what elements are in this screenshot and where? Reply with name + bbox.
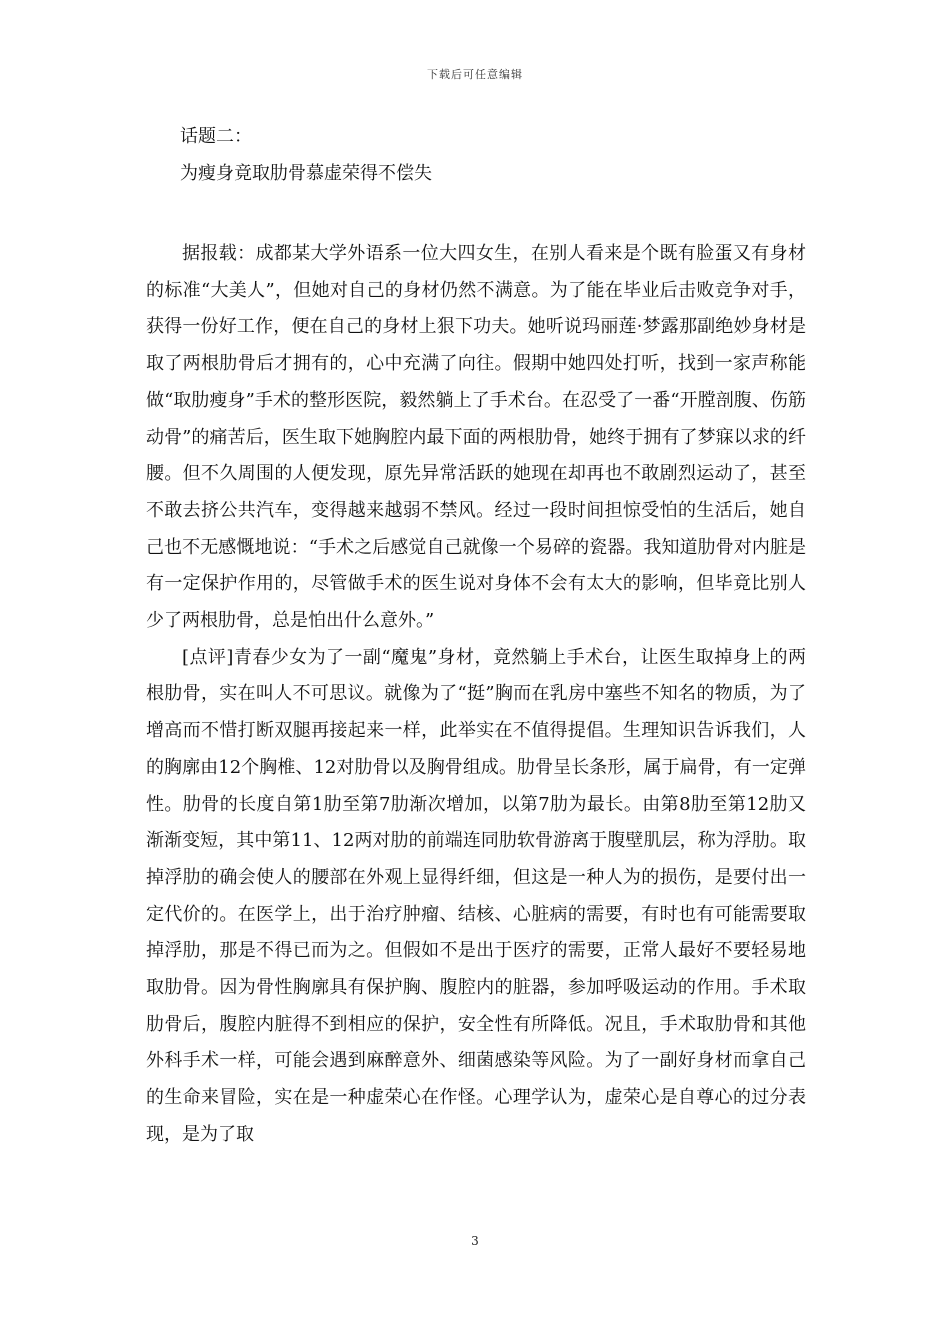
topic-label: 话题二： xyxy=(180,126,252,147)
commentary-paragraph: [点评]青春少女为了一副“魔鬼”身材，竟然躺上手术台，让医生取掉身上的两根肋骨，实在叫人不可思议。就像为了“挺”胸而在乳房中塞些不知名的物质，为了增高而不惜打断双腿再接起来一样，此举实在不值得提倡。生理知识告诉我们，人的胸廓由12个胸椎、12对肋骨以及胸骨组成。肋骨呈长条形，属于扁骨，有一定弹性。肋骨的长度自第1肋至第7肋渐次增加，以第7肋为最长。由第8肋至第12肋又渐渐变短，其中第11、12两对肋的前端连同肋软骨游离于腹壁肌层，称为浮肋。取掉浮肋的确会使人的腰部在外观上显得纤细，但这是一种人为的损伤，是要付出一定代价的。在医学上，出于治疗肿瘤、结核、心脏病的需要，有时也有可能需要取掉浮肋，那是不得已而为之。但假如不是出于医疗的需要，正常人最好不要轻易地取肋骨。因为骨性胸廓具有保护胸、腹腔内的脏器，参加呼吸运动的作用。手术取肋骨后，腹腔内脏得不到相应的保护，安全性有所降低。况且，手术取肋骨和其他外科手术一样，可能会遇到麻醉意外、细菌感染等风险。为了一副好身材而拿自己的生命来冒险，实在是一种虚荣心在作怪。心理学认为，虚荣心是自尊心的过分表现，是为了取 xyxy=(146,646,806,1145)
page-number: 3 xyxy=(471,1234,479,1248)
news-paragraph: 据报载：成都某大学外语系一位大四女生，在别人看来是个既有脸蛋又有身材的标准“大美人”，但她对自己的身材仍然不满意。为了能在毕业后击败竞争对手，获得一份好工作，便在自己的身材上狠下功夫。她听说玛丽莲·梦露那副绝妙身材是取了两根肋骨后才拥有的，心中充满了向往。假期中她四处打听，找到一家声称能做“取肋瘦身”手术的整形医院，毅然躺上了手术台。在忍受了一番“开膛剖腹、伤筋动骨”的痛苦后，医生取下她胸腔内最下面的两根肋骨，她终于拥有了梦寐以求的纤腰。但不久周围的人便发现，原先异常活跃的她现在却再也不敢剧烈运动了，甚至不敢去挤公共汽车，变得越来越弱不禁风。经过一段时间担惊受怕的生活后，她自己也不无感慨地说：“手术之后感觉自己就像一个易碎的瓷器。我知道肋骨对内脏是有一定保护作用的，尽管做手术的医生说对身体不会有太大的影响，但毕竟比别人少了两根肋骨，总是怕出什么意外。” xyxy=(146,243,806,632)
topic-title: 为瘦身竟取肋骨慕虚荣得不偿失 xyxy=(180,163,432,184)
article-body xyxy=(146,236,806,1154)
page-header: 下载后可任意编辑 xyxy=(427,68,523,81)
